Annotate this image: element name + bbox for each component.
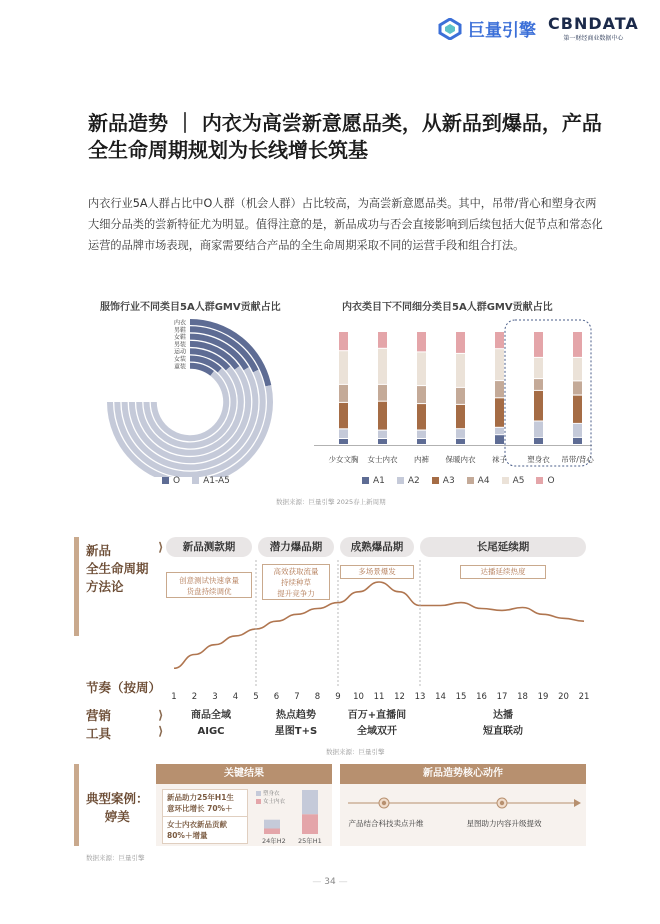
radial-category-label: 女装	[173, 356, 186, 363]
result-contribution: 女士内衣新品贡献 80%＋增量	[162, 816, 248, 844]
action-1: 产品结合科技卖点升维	[348, 819, 424, 828]
bar-segment-A5	[534, 358, 543, 378]
bar-segment-A1	[573, 438, 582, 444]
bar-segment-A2	[417, 431, 426, 438]
mini-bar-underwear	[264, 829, 280, 835]
week-tick: 18	[517, 692, 528, 702]
bar-segment-A1	[456, 439, 465, 444]
page-title: 新品造势 ｜ 内衣为高尝新意愿品类，从新品到爆品，产品全生命周期规划为长线增长筑基	[88, 111, 602, 162]
bar-segment-A4	[339, 385, 348, 402]
action-2: 星图助力内容升级提效	[466, 819, 542, 828]
week-tick: 15	[455, 692, 467, 702]
bar-category-label: 塑身衣	[527, 455, 550, 464]
chart2-legend	[362, 476, 555, 486]
week-tick: 12	[394, 692, 405, 702]
bar-segment-A4	[417, 386, 426, 403]
bar-category-label: 保暖内衣	[445, 455, 476, 464]
source-note-3: 数据来源：巨量引擎	[86, 854, 145, 862]
juliang-logo-text: 巨量引擎	[468, 21, 536, 41]
radial-category-label: 内衣	[173, 319, 186, 327]
note-test: 创意测试快速拿量 货盘持续调优	[166, 572, 252, 598]
legend-o	[162, 476, 180, 486]
week-tick: 5	[253, 692, 259, 702]
lifecycle-row-title: 新品 全生命周期 方法论	[86, 543, 149, 594]
week-tick: 1	[171, 692, 177, 702]
bar-segment-O	[339, 332, 348, 350]
week-tick: 16	[476, 692, 487, 702]
bar-segment-A3	[339, 403, 348, 428]
bar-segment-A4	[378, 385, 387, 401]
mini-legend-shapewear-label: 塑身衣	[263, 791, 280, 797]
week-tick: 17	[496, 692, 508, 702]
week-tick: 21	[578, 692, 590, 702]
bar-segment-O	[495, 332, 504, 348]
chart1-legend	[162, 476, 230, 486]
bar-segment-A3	[573, 396, 582, 423]
week-tick: 3	[212, 692, 218, 702]
chart1-title: 服饰行业不同类目5A人群GMV贡献占比	[100, 302, 281, 313]
bar-segment-A3	[378, 402, 387, 430]
radial-category-label: 运动	[173, 348, 186, 356]
week-tick: 2	[191, 692, 198, 702]
bar-segment-A3	[495, 398, 504, 427]
tool-potential: 热点趋势 星图T+S	[274, 710, 318, 737]
bar-segment-A2	[495, 428, 504, 434]
week-tick: 7	[294, 692, 300, 702]
bar-segment-O	[534, 332, 543, 357]
radial-bar-a-6	[154, 373, 226, 438]
legend-item-A2: A2	[397, 476, 420, 486]
tool-test: 商品全域 AIGC	[191, 710, 231, 737]
tools-label: 营销 工具	[86, 708, 112, 741]
week-tick: 19	[537, 692, 549, 702]
case-label: 典型案例： 婷美	[86, 791, 149, 824]
lifecycle-accent-bar	[74, 537, 79, 636]
week-tick: 20	[558, 692, 569, 702]
mini-bar-chart	[256, 790, 332, 836]
bar-segment-A1	[339, 439, 348, 444]
bar-segment-A1	[534, 438, 543, 444]
result-growth: 新品助力25年H1生 意环比增长 70%＋	[162, 789, 248, 817]
week-tick: 11	[373, 692, 385, 702]
week-tick: 8	[314, 692, 321, 702]
bar-segment-O	[573, 332, 582, 357]
phase-test: 新品测款期	[166, 537, 252, 557]
bar-segment-O	[378, 332, 387, 348]
tool-longtail: 达播 短直联动	[483, 710, 523, 737]
bar-segment-A4	[495, 381, 504, 397]
radial-category-label: 男鞋	[173, 326, 186, 334]
bar-segment-O	[456, 332, 465, 353]
actions-arrow	[346, 796, 582, 810]
bar-segment-A1	[417, 439, 426, 444]
bar-segment-A3	[417, 404, 426, 429]
bar-segment-A5	[339, 351, 348, 384]
note-mature: 多场景爆发	[340, 565, 414, 579]
week-tick: 9	[335, 692, 341, 702]
legend-item-A4: A4	[467, 476, 490, 486]
source-note-1: 数据来源：巨量引擎 2025春上新周期	[276, 498, 386, 506]
legend-item-A1: A1	[362, 476, 385, 486]
bar-segment-A4	[456, 388, 465, 404]
bar-segment-A1	[495, 435, 504, 444]
radial-category-label: 男装	[173, 341, 186, 349]
chevron-icon: ⟩	[158, 540, 164, 554]
bar-segment-A5	[495, 349, 504, 380]
radial-bar-o-6	[190, 366, 212, 374]
bar-segment-A2	[534, 422, 543, 438]
bar-segment-O	[417, 332, 426, 351]
week-tick: 14	[435, 692, 446, 702]
mini-bar-underwear	[302, 814, 318, 834]
page-number-value: 34	[324, 877, 336, 887]
rhythm-label: 节奏（按周）	[86, 680, 162, 695]
radial-bar-chart	[100, 312, 300, 477]
bar-segment-A3	[456, 405, 465, 428]
mini-bar-label-1: 24年H2	[262, 837, 286, 845]
mini-bar-shapewear	[302, 790, 318, 814]
lifecycle-curve	[160, 560, 600, 690]
note-potential: 高效获取流量 持续种草 提升竞争力	[262, 564, 330, 600]
legend-item-A3: A3	[432, 476, 455, 486]
mini-bar-shapewear	[264, 820, 280, 829]
actions-box	[340, 784, 586, 846]
bar-segment-A2	[339, 429, 348, 438]
radial-category-label: 女鞋	[173, 334, 186, 342]
mini-legend-underwear-label: 女士内衣	[263, 799, 286, 805]
juliang-logo-icon	[438, 18, 462, 40]
radial-category-label: 童装	[173, 363, 186, 371]
cbndata-logo-sub: 第一财经商业数据中心	[563, 35, 624, 42]
chevron-icon-tools-1: ⟩	[158, 708, 164, 722]
bar-category-label: 袜子	[492, 455, 507, 464]
bar-segment-A1	[378, 439, 387, 444]
lifecycle-curve-line	[174, 582, 584, 668]
bar-segment-A2	[573, 424, 582, 437]
bar-category-label: 内裤	[414, 455, 429, 464]
bar-segment-A5	[378, 349, 387, 384]
cbndata-logo-text: CBNDATA	[548, 14, 639, 33]
bar-segment-A2	[378, 431, 387, 438]
legend-item-O: O	[536, 476, 554, 486]
chevron-icon-tools-2: ⟩	[158, 724, 164, 738]
bar-segment-A3	[534, 391, 543, 421]
legend-o-label: O	[173, 476, 181, 486]
bar-category-label: 女士内衣	[367, 455, 398, 464]
bar-segment-A5	[573, 358, 582, 381]
intro-paragraph: 内衣行业5A人群占比中O人群（机会人群）占比较高，为高尝新意愿品类。其中，吊带/背心和塑身衣两大细分品类的尝新特征尤为明显。值得注意的是，新品成功与否会直接影响到后续包括大促节点和常态化运营的品牌市场表现，商家需要结合产品的全生命周期采取不同的运营手段和组合打法。	[88, 197, 603, 252]
bar-segment-A2	[456, 429, 465, 438]
actions-header: 新品造势核心动作	[340, 764, 586, 784]
week-tick: 6	[273, 692, 280, 702]
legend-a1a5	[192, 476, 230, 486]
phase-longtail: 长尾延续期	[420, 537, 586, 557]
legend-a1a5-label: A1-A5	[203, 476, 230, 486]
key-results-header: 关键结果	[156, 764, 332, 784]
bar-segment-A4	[534, 379, 543, 390]
bar-segment-A5	[417, 352, 426, 385]
week-tick: 10	[353, 692, 364, 702]
tool-mature: 百万+直播间 全域双开	[347, 710, 407, 737]
bar-segment-A4	[573, 381, 582, 394]
week-tick: 4	[232, 692, 239, 702]
week-tick: 13	[414, 692, 426, 702]
bar-category-label: 吊带/背心	[561, 455, 594, 464]
cbndata-logo	[548, 14, 639, 42]
page-number: — 34 —	[312, 877, 348, 887]
bar-category-label: 少女文胸	[328, 455, 359, 464]
mini-bar-label-2: 25年H1	[298, 837, 322, 845]
note-longtail: 达播延续热度	[460, 565, 546, 579]
bar-segment-A5	[456, 354, 465, 387]
juliang-logo	[438, 16, 536, 41]
stacked-bar-chart	[310, 314, 600, 470]
legend-item-A5: A5	[502, 476, 525, 486]
case-accent-bar	[74, 764, 79, 846]
phase-potential: 潜力爆品期	[258, 537, 334, 557]
source-note-2: 数据来源：巨量引擎	[326, 748, 385, 756]
chart2-title: 内衣类目下不同细分类目5A人群GMV贡献占比	[342, 302, 553, 313]
phase-mature: 成熟爆品期	[340, 537, 414, 557]
